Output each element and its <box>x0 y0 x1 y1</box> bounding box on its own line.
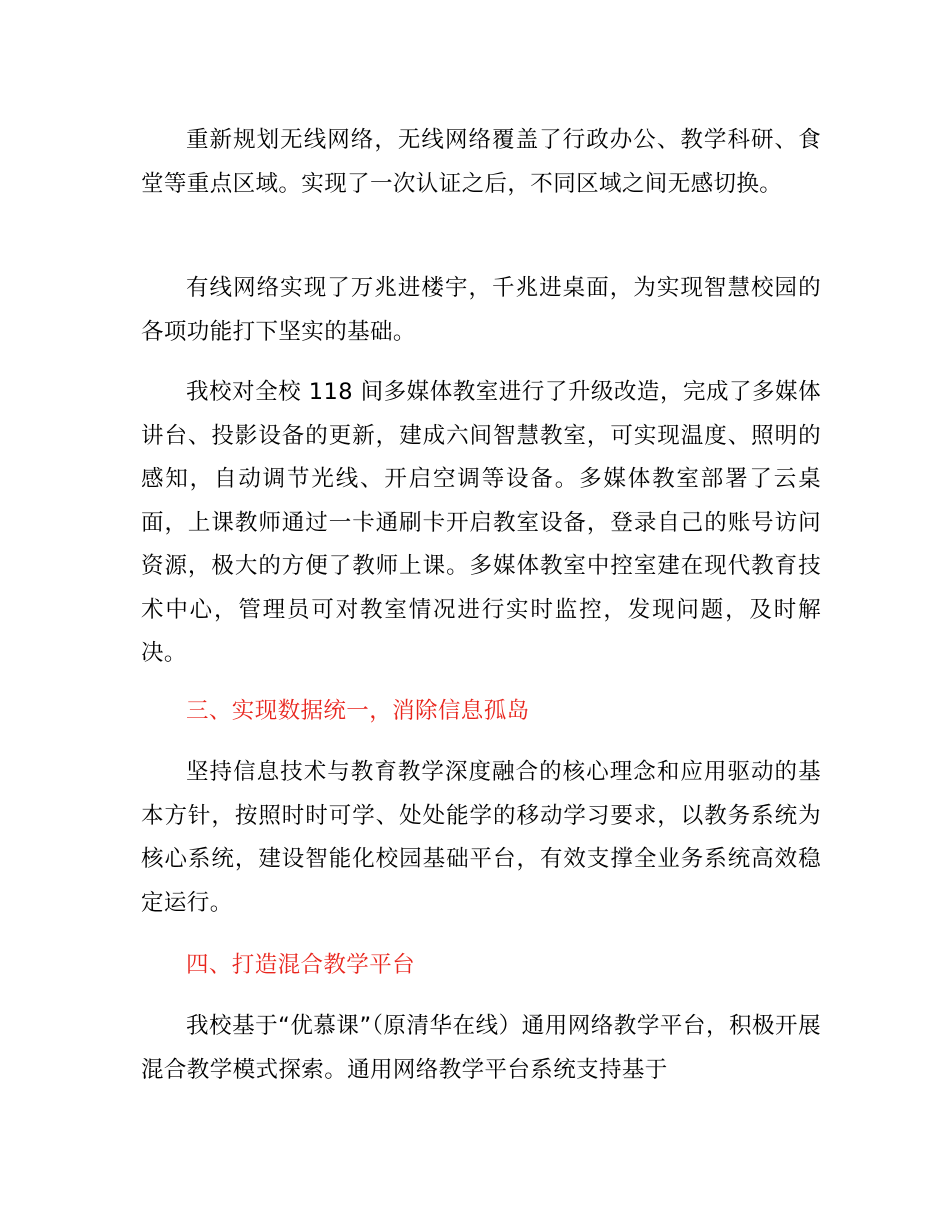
paragraph-wireless-network: 重新规划无线网络，无线网络覆盖了行政办公、教学科研、食堂等重点区域。实现了一次认证之后，不同区域之间无感切换。 <box>141 127 821 197</box>
paragraph-blended-teaching: 我校基于“优慕课”（原清华在线）通用网络教学平台，积极开展混合教学模式探索。通用网络教学平台系统支持基于 <box>141 1013 821 1083</box>
paragraph-wired-network: 有线网络实现了万兆进楼宇，千兆进桌面，为实现智慧校园的各项功能打下坚实的基础。 <box>141 275 821 345</box>
paragraph-multimedia-classrooms: 我校对全校 118 间多媒体教室进行了升级改造，完成了多媒体讲台、投影设备的更新，建成六间智慧教室，可实现温度、照明的感知，自动调节光线、开启空调等设备。多媒体教室部署了云桌面，上课教师通过一卡通刷卡开启教室设备，登录自己的账号访问资源，极大的方便了教师上课。多媒体教室中控室建在现代教育技术中心，管理员可对教室情况进行实时监控，发现问题，及时解决。 <box>141 379 821 666</box>
section-heading-blended-teaching: 四、打造混合教学平台 <box>186 952 416 978</box>
section-heading-data-unification: 三、实现数据统一，消除信息孤岛 <box>186 698 530 724</box>
paragraph-data-unification: 坚持信息技术与教育教学深度融合的核心理念和应用驱动的基本方针，按照时时可学、处处能学的移动学习要求，以教务系统为核心系统，建设智能化校园基础平台，有效支撑全业务系统高效稳定运行。 <box>141 759 821 916</box>
